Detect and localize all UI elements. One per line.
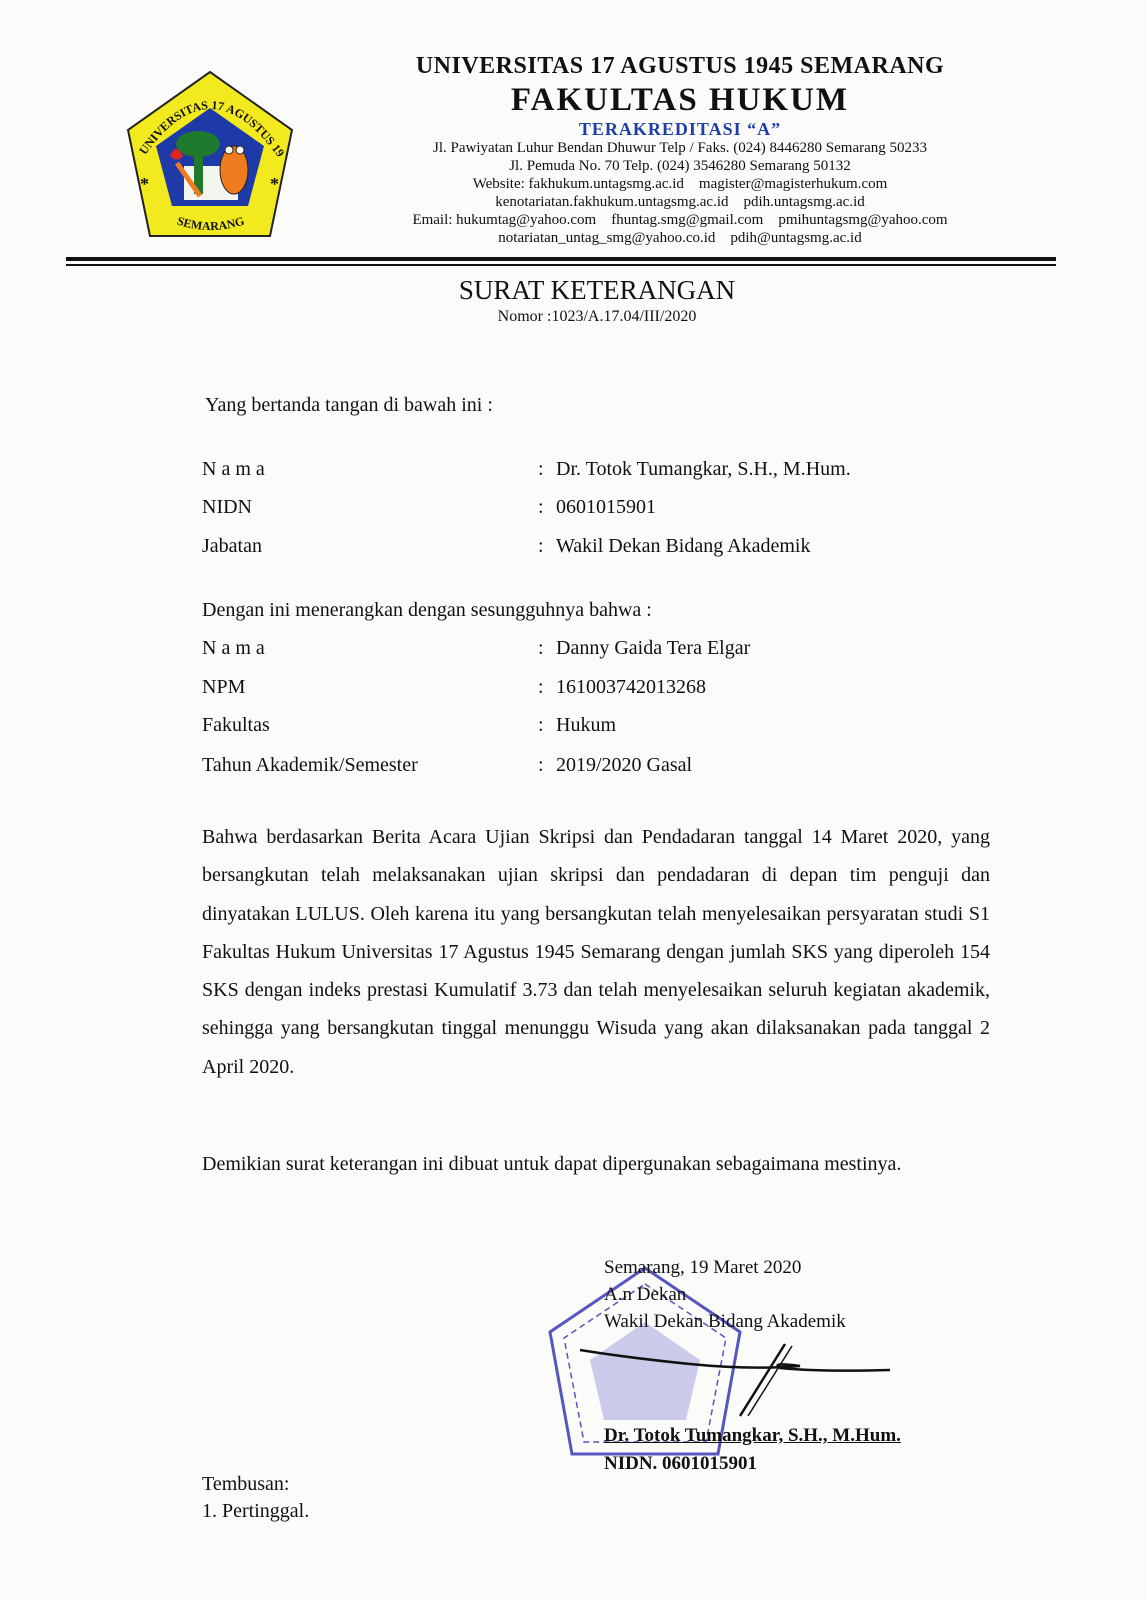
student-faculty-value: Hukum xyxy=(556,714,616,736)
signer-position-value: Wakil Dekan Bidang Akademik xyxy=(556,535,811,557)
document-number: Nomor :1023/A.17.04/III/2020 xyxy=(497,308,697,325)
cc-heading: Tembusan: xyxy=(202,1473,290,1495)
address-line-1: Jl. Pawiyatan Luhur Bendan Dhuwur Telp / Faks. (024) 8446280 Semarang 50233 xyxy=(432,140,928,156)
signature-position: Wakil Dekan Bidang Akademik xyxy=(604,1311,846,1332)
student-semester-value: 2019/2020 Gasal xyxy=(556,754,693,776)
body-paragraph: Bahwa berdasarkan Berita Acara Ujian Skripsi dan Pendadaran tanggal 14 Maret 2020, yang bersangkutan telah melaksanakan ujian skripsi dan pendadaran di depan tim penguji dan dinyatakan LULUS. Oleh karena itu yang bersangkutan telah menyelesaikan persyaratan studi S1 Fakultas Hukum Universitas 17 Agustus 1945 Semarang dengan jumlah SKS yang diperoleh 154 SKS dengan indeks prestasi Kumulatif 3.73 dan telah menyelesaikan seluruh kegiatan akademik, sehingga yang bersangkutan tinggal menunggu Wisuda yang akan dilaksanakan pada tanggal 2 April 2020. xyxy=(202,826,990,1078)
crest-top-text: UNIVERSITAS 17 AGUSTUS 19 xyxy=(136,97,288,160)
handwritten-signature-icon xyxy=(570,1340,900,1420)
field-colon: : xyxy=(538,714,544,736)
field-label: NPM xyxy=(202,676,246,698)
signer-nidn-value: 0601015901 xyxy=(556,496,656,518)
statement-text: Dengan ini menerangkan dengan sesungguhnya bahwa : xyxy=(202,599,652,621)
field-label: N a m a xyxy=(202,458,265,480)
signature-place-date: Semarang, 19 Maret 2020 xyxy=(604,1257,802,1278)
field-colon: : xyxy=(538,637,544,659)
crest-bottom-text: SEMARANG xyxy=(175,213,246,234)
accreditation: TERAKREDITASI “A” xyxy=(578,119,782,139)
university-crest-icon xyxy=(120,68,300,243)
svg-text:*: * xyxy=(140,174,149,194)
field-colon: : xyxy=(538,496,544,518)
field-label: NIDN xyxy=(202,496,252,518)
faculty-name: FAKULTAS HUKUM xyxy=(510,82,850,118)
closing-text: Demikian surat keterangan ini dibuat untuk dapat dipergunakan sebagaimana mestinya. xyxy=(202,1153,902,1175)
svg-text:*: * xyxy=(270,174,279,194)
cc-item: 1. Pertinggal. xyxy=(202,1500,310,1522)
signature-on-behalf: A.n Dekan xyxy=(604,1284,687,1305)
field-colon: : xyxy=(538,754,544,776)
field-label: Jabatan xyxy=(202,535,262,557)
address-line-2: Jl. Pemuda No. 70 Telp. (024) 3546280 Semarang 50132 xyxy=(509,158,851,174)
document-title: SURAT KETERANGAN xyxy=(458,275,736,305)
header-rule-thick xyxy=(66,257,1056,261)
university-name: UNIVERSITAS 17 AGUSTUS 1945 SEMARANG xyxy=(415,53,945,79)
subsite-line: kenotariatan.fakhukum.untagsmg.ac.id pdih.untagsmg.ac.id xyxy=(495,194,865,210)
email-line: Email: hukumtag@yahoo.com fhuntag.smg@gmail.com pmihuntagsmg@yahoo.com xyxy=(412,212,948,228)
field-colon: : xyxy=(538,535,544,557)
field-label: N a m a xyxy=(202,637,265,659)
signatory-name: Dr. Totok Tumangkar, S.H., M.Hum. xyxy=(604,1425,901,1446)
student-name-value: Danny Gaida Tera Elgar xyxy=(556,637,751,659)
header-rule-thin xyxy=(66,264,1056,266)
website-line: Website: fakhukum.untagsmg.ac.id magister@magisterhukum.com xyxy=(472,176,888,192)
field-colon: : xyxy=(538,676,544,698)
signer-name-value: Dr. Totok Tumangkar, S.H., M.Hum. xyxy=(556,458,851,480)
email-line-2: notariatan_untag_smg@yahoo.co.id pdih@untagsmg.ac.id xyxy=(498,230,862,246)
signatory-nidn: NIDN. 0601015901 xyxy=(604,1453,758,1474)
student-npm-value: 161003742013268 xyxy=(556,676,706,698)
field-colon: : xyxy=(538,458,544,480)
field-label: Tahun Akademik/Semester xyxy=(202,754,418,776)
intro-text: Yang bertanda tangan di bawah ini : xyxy=(205,394,493,416)
field-label: Fakultas xyxy=(202,714,270,736)
